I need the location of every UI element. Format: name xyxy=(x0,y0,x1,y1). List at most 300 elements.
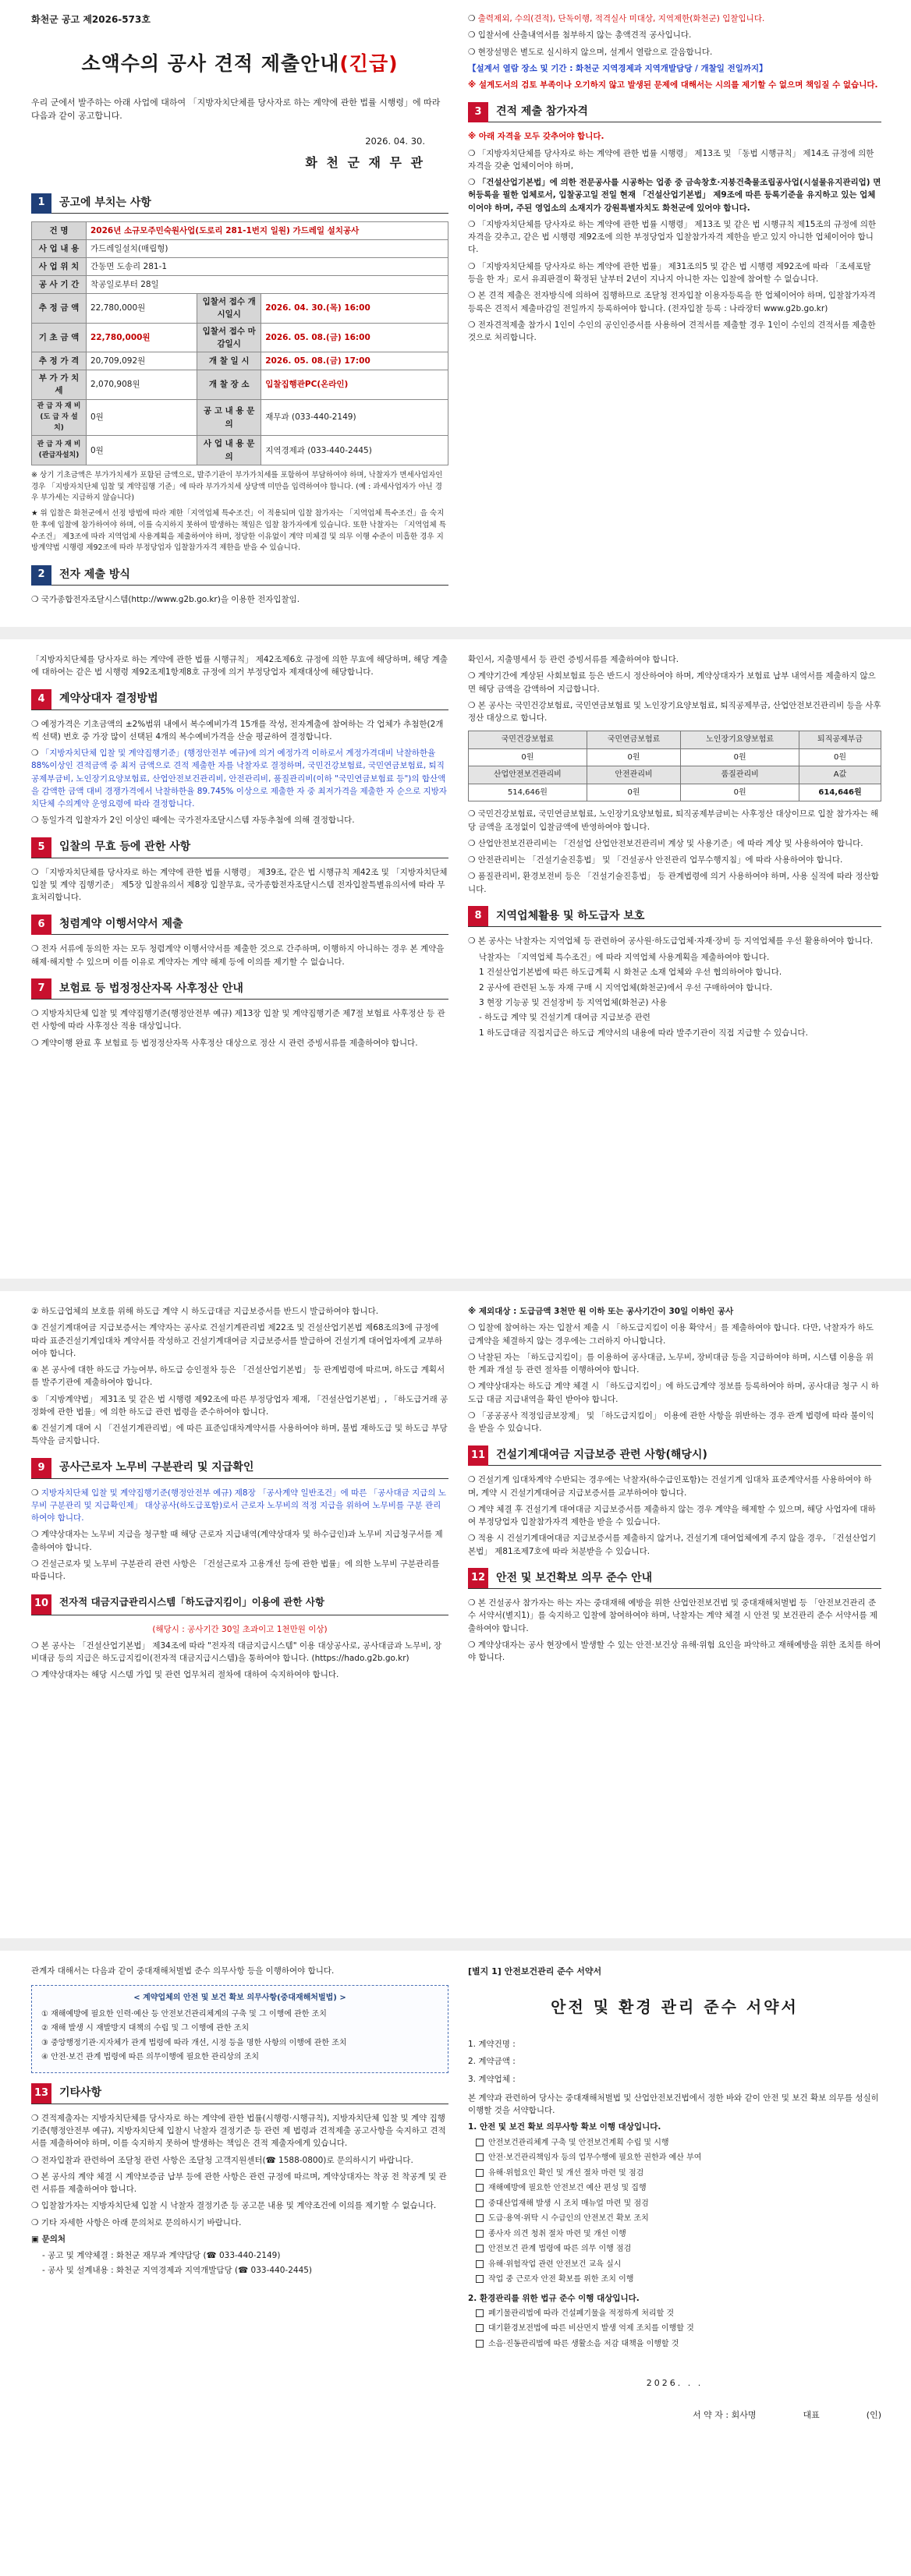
checklist-item xyxy=(476,2273,881,2286)
section-number: 9 xyxy=(31,1458,51,1478)
list-item-text: 국민건강보험료, 국민연금보험료, 노인장기요양보험료, 퇴직공제부금비는 사후정산 대상이므로 입찰 참가자는 해당 금액을 조정없이 입찰금액에 반영하여야 합니다. xyxy=(468,809,879,832)
col-header: 안전관리비 xyxy=(587,766,681,784)
contact-line: - 공사 및 설계내용 : 화천군 지역경제과 지역개발담당 (☎ 033-440-2445) xyxy=(42,2266,313,2276)
list-item-text: 산업안전보건관리비는 「건설업 산업안전보건관리비 계상 및 사용기준」에 따라 계상 및 사용하여야 합니다. xyxy=(477,838,863,848)
checkbox[interactable] xyxy=(476,2139,484,2146)
checklist-text: 종사자 의견 청취 절차 마련 및 개선 이행 xyxy=(488,2229,626,2238)
list-item xyxy=(468,653,881,666)
section-7-header xyxy=(31,979,448,1000)
list-item xyxy=(41,2022,438,2035)
signer-company: 서 약 자 : 회사명 xyxy=(693,2410,757,2421)
row-label: 추 정 가 격 xyxy=(32,352,87,370)
list-item: ❍ 계약상대자는 하도급 계약 체결 시 「하도급지킴이」에 하도급계약 정보를 등록하여야 하며, 공사대금 청구 시 하도급 대금 지급내역을 확인 받아야 합니다. xyxy=(468,1382,879,1404)
list-item xyxy=(41,2037,438,2050)
list-item: ❍ 동일가격 입찰자가 2인 이상인 때에는 국가전자조달시스템 자동추첨에 의해 결정합니다. xyxy=(31,816,355,826)
list-item-text: 건설기계 대여 시 「건설기계관리법」에 따른 표준임대차계약서를 사용하여야 하며, 불법 재하도급 및 하도급 부당 특약을 금지합니다. xyxy=(31,1424,448,1446)
list-item-text: 본 건설공사 참가자는 하는 자는 중대재해 예방을 위한 산업안전보건법 및 중대재해처벌법 등 「안전보건관리 준수 서약서(별지1)」를 숙지하고 입찰에 참여하여야 하며, 낙찰자는 계약 체결 시 안전 및 보건관리 준수 서약서를 제출하여야 합니다. xyxy=(468,1598,878,1633)
section-title: 기타사항 xyxy=(59,2086,102,2100)
section-number: 8 xyxy=(468,906,488,926)
table-cell: 0원 xyxy=(681,784,799,801)
list-item-text: 전자 서류에 동의한 자는 모두 청렴계약 이행서약서를 제출한 것으로 간주하며, 이행하지 아니하는 경우 본 계약을 해제·해지할 수 있으며 이를 이유로 계약자는 계약 해제 등에 이의를 제기할 수 없습니다. xyxy=(31,944,445,967)
row-label: 입찰서 접수 마감일시 xyxy=(197,323,261,352)
table-row xyxy=(469,748,881,766)
section-5-header xyxy=(31,838,448,858)
list-item-text: 「지방자치단체를 당사자로 하는 계약에 관한 법률 시행령」 제39조, 같은 법 시행규칙 제42조 및 「지방자치단체 입찰 및 계약 집행기준」 제5장 입찰유의서 제8장 입찰무효, 국가종합전자조달시스템 전자입찰특별유의서에 따라 무효처리합니다. xyxy=(31,867,448,903)
page-1 xyxy=(0,0,911,627)
section-title: 공사근로자 노무비 구분관리 및 지급확인 xyxy=(59,1461,254,1474)
list-item-text: 계약상대자는 해당 시스템 가입 및 관련 업무처리 절차에 대하여 숙지하여야 합니다. xyxy=(41,1670,339,1680)
table-cell: 0원 xyxy=(587,748,681,766)
checkbox[interactable] xyxy=(476,2340,484,2348)
contract-amount-field: 2. 계약금액 : xyxy=(468,2057,516,2067)
checklist-text: 폐기물관리법에 따라 건설폐기물을 적정하게 처리할 것 xyxy=(488,2309,675,2318)
row-label: 공 사 기 간 xyxy=(32,276,87,294)
list-item: ❍ 입찰서에 산출내역서를 첨부하지 않는 총액견적 공사입니다. xyxy=(468,30,692,41)
table-header-row xyxy=(469,731,881,749)
list-item: ③ 건설기계대여금 지급보증서는 계약자는 공사로 건설기계관리법 제22조 및 건설산업기본법 제68조의3에 규정에 따라 표준건설기계임대차 계약서를 작성하고 건설기계대여금 지급보증서를 발급하여 건설기계 대여업자에게 교부하여야 합니다. xyxy=(31,1323,443,1358)
section-number: 1 xyxy=(31,193,51,214)
notice-date: 2026. 04. 30. xyxy=(365,136,425,147)
list-item-text: 「지방자치단체를 당사자로 하는 계약에 관한 법률」 제31조의5 및 같은 법 시행령 제92조에 따라 「조세포탈 등을 한 자」로서 유죄판결이 확정된 날부터 2년이 지나지 아니한 자는 입찰에 참여할 수 없습니다. xyxy=(468,261,871,284)
table-cell: 0원 xyxy=(681,748,799,766)
safety-obligations-box xyxy=(31,1985,448,2073)
row-value: 2,070,908원 xyxy=(87,370,197,400)
row-label: 공 고 내 용 문 의 xyxy=(197,399,261,436)
section-number: 4 xyxy=(31,689,51,709)
section-number: 11 xyxy=(468,1445,488,1466)
checklist-text: 안전·보건관리책임자 등의 업무수행에 필요한 권한과 예산 부여 xyxy=(488,2153,702,2163)
contract-name-field: 1. 계약건명 : xyxy=(468,2040,516,2050)
title-main: 소액수의 공사 견적 제출안내 xyxy=(81,51,340,75)
list-item-text: 본 공사는 「건설산업기본법」 제34조에 따라 "전자적 대금지급시스템" 이용 대상공사로, 공사대금과 노무비, 장비대금 등의 지급은 하도급지킴이(전자적 대금지급시스템)을 통하여야 합니다. (https://hado.g2b.go.kr) xyxy=(31,1640,442,1664)
table-cell: 614,646원 xyxy=(799,784,881,801)
list-item-text: 확인서, 지출명세서 등 관련 증빙서류를 제출하여야 합니다. xyxy=(468,655,679,664)
page-3 xyxy=(0,1291,911,1938)
list-sub-item: 1 건설산업기본법에 따른 하도급계획 시 화천군 소재 업체와 우선 협의하여야 합니다. xyxy=(479,968,782,978)
checkbox[interactable] xyxy=(476,2275,484,2283)
row-value: 착공일로부터 28일 xyxy=(87,276,448,294)
page-3-left xyxy=(31,1305,448,1937)
table-row xyxy=(32,370,448,400)
applicability-note: (해당시 : 공사기간 30일 초과이고 1천만원 이상) xyxy=(152,1624,328,1634)
checkbox[interactable] xyxy=(476,2214,484,2222)
pledge-section-2: 2. 환경관리를 위한 법규 준수 이행 대상입니다. xyxy=(468,2293,640,2303)
section-title: 입찰의 무효 등에 관한 사항 xyxy=(59,840,191,854)
list-item-text: 전자견적제출 참가시 1인이 수인의 공인인증서를 사용하여 견적서를 제출할 경우 1인이 수인의 견적서를 제출한 것으로 처리합니다. xyxy=(468,320,876,343)
row-value: 22,780,000원 xyxy=(87,323,197,352)
row-label: 부 가 가 치 세 xyxy=(32,370,87,400)
list-item-text: 본 견적 제출은 전자방식에 의하여 집행하므로 조달청 전자입찰 이용자등록을 한 업체이어야 하며, 입찰참가자격 등록은 견적서 제출마감일 전일까지 등록하여야 합니다. (전자입찰 등록 : 나라장터 www.g2b.go.kr) xyxy=(468,291,876,313)
intro-line: 관계자 대해서는 다음과 같이 중대재해처벌법 준수 의무사항 등을 이행하여야 합니다. xyxy=(31,1966,335,1976)
row-label: 추 정 금 액 xyxy=(32,294,87,324)
page-4-left xyxy=(31,1965,448,2573)
checkbox[interactable] xyxy=(476,2260,484,2268)
list-item-text: 계약상대자는 공사 현장에서 발생할 수 있는 안전·보건상 유해·위험 요인을 파악하고 재해예방을 위한 조치를 하여야 합니다. xyxy=(468,1640,881,1663)
list-item-text: 「지방자치단체를 당사자로 하는 계약에 관한 법률 시행령」 제13조 및 같은 법 시행규칙 제15조의 규정에 의한 자격을 갖추고, 같은 법 시행령 제92조에 의한 부정당업자 입찰참가자격 제한을 받고 있지 아니한 업체이어야 합니다. xyxy=(468,219,877,255)
list-item-text: 본 공사는 국민건강보험료, 국민연금보험료 및 노인장기요양보험료, 퇴직공제부금, 산업안전보건관리비 등을 사후정산 대상으로 합니다. xyxy=(468,700,881,724)
table-row xyxy=(469,784,881,801)
list-item-text: 낙찰된 자는 「하도급지킴이」를 이용하여 공사대금, 노무비, 장비대금 등을 지급하여야 하며, 시스템 이용을 위한 계좌 개설 등 관련 절차를 이행하여야 합니다. xyxy=(468,1352,874,1375)
list-item xyxy=(41,2051,438,2064)
table-cell: 0원 xyxy=(469,748,587,766)
list-item-text: 계약 체결 후 건설기계 대여대금 지급보증서를 제출하지 않는 경우 계약을 해제할 수 있으며, 해당 사업자에 대하여 부정당업자 입찰참가자격 제한을 받을 수 있습니다. xyxy=(468,1504,876,1527)
col-header: 산업안전보건관리비 xyxy=(469,766,587,784)
list-item: ❍ 전자입찰과 관련하여 조달청 관련 사항은 조달청 고객지원센터(☎ 1588-0800)로 문의하시기 바랍니다. xyxy=(31,2155,413,2165)
list-item-text: 지방자치단체 입찰 및 계약집행기준(행정안전부 예규) 제13장 입찰 및 계약집행기준 제7절 보험료 사후정산 등 관련 사항에 따라 사후정산 적용 대상입니다. xyxy=(31,1008,445,1031)
section-12-header xyxy=(468,1569,881,1589)
list-item: ❍ 「건설산업기본법」에 의한 전문공사를 시공하는 업종 중 금속창호·지붕건축물조립공사업(시설물유지관리업) 면허등록을 필한 업체로서, 입찰공고일 전일 현재 「건설산업기본법」 제9조에 따른 등록기준을 유지하고 있는 업체이어야 하며, 주된 영업소의 소재지가 강원특별자치도 화천군에 있어야 합니다. xyxy=(468,178,881,213)
seal-mark: (인) xyxy=(866,2410,881,2421)
list-item: ❍ 본 건설공사 참가자는 하는 자는 중대재해 예방을 위한 산업안전보건법 및 중대재해처벌법 등 「안전보건관리 준수 서약서(별지1)」를 숙지하고 입찰에 참여하여야 하며, 낙찰자는 계약 체결 시 안전 및 보건관리 준수 서약서를 제출하여야 합니다. xyxy=(468,1598,878,1633)
section-number: 13 xyxy=(31,2083,51,2104)
col-header: 국민연금보험료 xyxy=(587,731,681,749)
list-item: ❍ 「지방자치단체를 당사자로 하는 계약에 관한 법률 시행령」 제13조 및 같은 법 시행규칙 제15조의 규정에 의한 자격을 갖추고, 같은 법 시행령 제92조에 의한 부정당업자 입찰참가자격 제한을 받고 있지 아니한 업체이어야 합니다. xyxy=(468,219,877,255)
row-value: 가드레일설치(매립형) xyxy=(87,240,448,258)
continued-text: 「지방자치단체를 당사자로 하는 계약에 관한 법률 시행규칙」 제42조제6호 규정에 의한 무효에 해당하며, 해당 계출에 대하여는 같은 법 시행령 제92조제1항제8호 규정에 의거 부정당업자 제재대상에 해당합니다. xyxy=(31,655,448,678)
overview-table xyxy=(31,221,448,465)
list-item-text: 안전관리비는 「건설기술진흥법」 및 「건설공사 안전관리 업무수행지침」에 따라 사용하여야 합니다. xyxy=(477,855,843,865)
list-item: ❍ 계약 체결 후 건설기계 대여대금 지급보증서를 제출하지 않는 경우 계약을 해제할 수 있으며, 해당 사업자에 대하여 부정당업자 입찰참가자격 제한을 받을 수 있습니다. xyxy=(468,1504,876,1527)
list-item: ❍ 산업안전보건관리비는 「건설업 산업안전보건관리비 계상 및 사용기준」에 따라 계상 및 사용하여야 합니다. xyxy=(468,838,863,848)
checklist-text: 도급·용역·위탁 시 수급인의 안전보건 확보 조치 xyxy=(488,2214,649,2224)
list-item: ❍ 「공공공사 적정임금보장제」 및 「하도급지킴이」 이용에 관한 사항을 위반하는 경우 관계 법령에 따라 불이익을 받을 수 있습니다. xyxy=(468,1410,874,1434)
list-item: ❍ 본 견적 제출은 전자방식에 의하여 집행하므로 조달청 전자입찰 이용자등록을 한 업체이어야 하며, 입찰참가자격 등록은 견적서 제출마감일 전일까지 등록하여야 합니다. (전자입찰 등록 : 나라장터 www.g2b.go.kr) xyxy=(468,291,876,313)
row-label: 관 급 자 재 비(도 급 자 설 치) xyxy=(32,399,87,436)
row-label: 사 업 내 용 문 의 xyxy=(197,436,261,465)
list-item-text: 기타 자세한 사항은 아래 문의처로 문의하시기 바랍니다. xyxy=(41,2217,242,2227)
row-value: 20,709,092원 xyxy=(87,352,197,370)
project-name: 2026년 소규모주민숙원사업(도로리 281-1번지 일원) 가드레일 설치공사 xyxy=(87,222,448,240)
section-title: 전자 제출 방식 xyxy=(59,568,130,581)
list-item-text: 예정가격은 기초금액의 ±2%범위 내에서 복수예비가격 15개를 작성, 전자계출에 참여하는 각 업체가 추첨한(2개씩 선택) 번호 중 가장 많이 선택된 4개의 복수예비가격을 산술 평균하여 결정합니다. xyxy=(31,719,444,741)
list-item-text: 적용 시 건설기계대여대금 지급보증서를 제출하지 않거나, 건설기계 대여업체에게 주지 않을 경우, 「건설산업기본법」 제81조제7호에 따라 처분받을 수 있습니다. xyxy=(468,1534,877,1556)
list-item: ❍ 본 공사의 계약 체결 시 계약보증금 납부 등에 관한 사항은 관련 규정에 따르며, 계약상대자는 착공 전 착공계 및 관련 서류를 제출하여야 합니다. xyxy=(31,2171,447,2195)
pledge-date: 2026. . . xyxy=(646,2378,704,2389)
list-item-text: ② 재해 발생 시 재발방지 대책의 수립 및 그 이행에 관한 조치 xyxy=(41,2024,250,2033)
page-divider xyxy=(0,627,911,639)
page-1-left xyxy=(31,12,448,624)
bid-method-text: ❍ 국가종합전자조달시스템(http://www.g2b.go.kr)을 이용한 전자입찰임. xyxy=(31,595,300,605)
row-value: 2026. 04. 30.(목) 16:00 xyxy=(261,294,448,324)
page-2 xyxy=(0,639,911,1279)
checklist-item xyxy=(476,2308,881,2320)
local-firm-note: ★ 위 입찰은 화천군에서 선정 방법에 따라 제한「지역업체 특수조건」이 적용되며 입찰 참가자는 「지역업체 특수조건」을 숙지한 후에 입찰에 참가하여야 하며, 이를 숙지하지 못하여 발생하는 책임은 입찰 참가자에게 있습니다. 또한 낙찰자는 「지역업체 특수조건」 제3조에 따라 지역업체 사용계획을 제출하여야 하며, 정당한 이유없이 계약 미체결 및 의무 이행 수준이 미흡한 경우 지방계약법 시행령 제92조에 따라 부정당업자 입찰참가자격 제한을 받을 수 있습니다. xyxy=(31,509,446,553)
row-label: 입찰서 접수 개시일시 xyxy=(197,294,261,324)
contact-line: - 공고 및 계약체결 : 화천군 재무과 계약담당 (☎ 033-440-2149) xyxy=(42,2251,281,2261)
doc-header: 화천군 공고 제2026-573호 xyxy=(31,14,151,25)
list-item: ❍ 건설기계 임대차계약 수반되는 경우에는 낙찰자(하수급인포함)는 건설기계 임대차 표준계약서를 사용하여야 하며, 계약 시 건설기계대여금 지급보증서를 교부하여야 합니다. xyxy=(468,1475,872,1498)
section-11-header xyxy=(468,1445,881,1466)
list-item-text: 「지방계약법」 제31조 및 같은 법 시행령 제92조에 따른 부정당업자 제재, 「건설산업기본법」, 「하도급거래 공정화에 관한 법률」에 의한 하도급 관련 법령을 준수하여야 합니다. xyxy=(31,1394,448,1417)
section-title: 공고에 부치는 사항 xyxy=(59,196,151,209)
list-item: ❍ 전자견적제출 참가시 1인이 수인의 공인인증서를 사용하여 견적서를 제출할 경우 1인이 수인의 견적서를 제출한 것으로 처리합니다. xyxy=(468,320,876,343)
table-row xyxy=(32,276,448,294)
checklist-item xyxy=(476,2137,881,2150)
col-header: 품질관리비 xyxy=(681,766,799,784)
table-row xyxy=(32,258,448,276)
list-item-text: 입찰서에 산출내역서를 첨부하지 않는 총액견적 공사입니다. xyxy=(477,30,692,41)
list-item-text: 입찰참가자는 지방자치단체 입찰 시 낙찰자 결정기준 등 공고문 내용 및 계약조건에 이의를 제기할 수 없습니다. xyxy=(41,2201,437,2211)
section-title: 보험료 등 법정정산자목 사후정산 안내 xyxy=(59,982,243,995)
list-item: ❍ 지방자치단체 입찰 및 계약집행기준(행정안전부 예규) 제13장 입찰 및 계약집행기준 제7절 보험료 사후정산 등 관련 사항에 따라 사후정산 적용 대상입니다. xyxy=(31,1008,445,1031)
row-label: 관 급 자 재 비(관급자설치) xyxy=(32,436,87,465)
col-header: A값 xyxy=(799,766,881,784)
checklist-text: 유해·위험작업 관련 안전보건 교육 실시 xyxy=(488,2259,622,2269)
section-title: 청렴계약 이행서약서 제출 xyxy=(59,918,183,931)
table-header-row xyxy=(469,766,881,784)
section-title: 전자적 대금지급관리시스템「하도급지킴이」이용에 관한 사항 xyxy=(59,1595,324,1608)
checklist-item xyxy=(476,2228,881,2241)
list-item: ❍ 입찰에 참여하는 자는 입찰서 제출 시 「하도급지킴이 이용 확약서」를 제출하여야 합니다. 다만, 낙찰자가 하도급계약을 체결하지 않는 경우에는 그러하지 아니합니다. xyxy=(468,1323,874,1346)
row-label: 개 찰 장 소 xyxy=(197,370,261,400)
section-title: 견적 제출 참가자격 xyxy=(496,104,588,118)
list-item: ❍ 본 공사는 「건설산업기본법」 제34조에 따라 "전자적 대금지급시스템" 이용 대상공사로, 공사대금과 노무비, 장비대금 등의 지급은 하도급지킴이(전자적 대금지급시스템)을 통하여야 합니다. (https://hado.g2b.go.kr) xyxy=(31,1640,442,1664)
intro-text: 우리 군에서 발주하는 아래 사업에 대하여 「지방자치단체를 당사자로 하는 계약에 관한 법률 시행령」에 따라 다음과 같이 공고합니다. xyxy=(31,97,441,122)
list-sub-item: 낙찰자는 「지역업체 특수조건」에 따라 지역업체 사용계획을 제출하여야 합니다. xyxy=(479,953,770,963)
section-title: 안전 및 보건확보 의무 준수 안내 xyxy=(496,1571,653,1584)
col-header: 노인장기요양보험료 xyxy=(681,731,799,749)
table-row xyxy=(32,222,448,240)
bid-type: 출력제외, 수의(견적), 단독이행, 적격실사 미대상, 지역제한(화천군) 입찰입니다. xyxy=(477,14,765,23)
section-8-header xyxy=(468,907,881,927)
checkbox[interactable] xyxy=(476,2199,484,2207)
checklist-text: 재해예방에 필요한 안전보건 예산 편성 및 집행 xyxy=(488,2184,647,2193)
list-item-text: 「지방자치단체를 당사자로 하는 계약에 관한 법률 시행령」 제13조 및 「동법 시행규칙」 제14조 규정에 의한 자격을 갖춘 업체이어야 하며, xyxy=(468,148,874,171)
list-item xyxy=(41,2008,438,2021)
table-cell: 0원 xyxy=(799,748,881,766)
checklist-item xyxy=(476,2323,881,2335)
row-value: 입찰집행관PC(온라인) xyxy=(261,370,448,400)
list-item: ❍ 품질관리비, 환경보전비 등은 「건설기술진흥법」 등 관계법령에 의거 사용하여야 하며, 사용 실적에 따라 정산합니다. xyxy=(468,872,879,894)
section-title: 계약상대자 결정방법 xyxy=(59,692,158,706)
award-criteria: 「지방자치단체 입찰 및 계약집행기준」(행정안전부 예규)에 의거 예정가격 이하로서 계정가격대비 낙찰하한율 88%이상인 견적금액 중 최저 금액으로 견적 제출한 자를 낙찰자로 결정하며, 국민건강보험료, 국민연금보험료, 퇴직공제부금비, 노인장기요양보험료, 산업안전보건관리비, 안전관리비, 품질관리비(이하 "국민연금보험료 등")의 합산액을 감액한 금액 대비 경쟁가격에서 낙찰하한율 89.745% 이상으로 제출한 자 중 최저가격을 제출한 자 순으로 지방자치단체 수의계약 운영요령에 따라 결정합니다. xyxy=(31,748,447,809)
list-item: ② 하도급업체의 보호를 위해 하도급 계약 시 하도급대금 지급보증서를 반드시 발급하여야 합니다. xyxy=(31,1307,379,1316)
list-item: ❍ 기타 자세한 사항은 아래 문의처로 문의하시기 바랍니다. xyxy=(31,2217,242,2227)
list-item-text: 본 공사의 계약 체결 시 계약보증금 납부 등에 관한 사항은 관련 규정에 따르며, 계약상대자는 착공 전 착공계 및 관련 서류를 제출하여야 합니다. xyxy=(31,2171,447,2195)
col-header: 국민건강보험료 xyxy=(469,731,587,749)
pledge-section-1: 1. 안전 및 보건 확보 의무사항 확보 이행 대상입니다. xyxy=(468,2122,661,2132)
page-2-left xyxy=(31,653,448,1277)
checkbox[interactable] xyxy=(476,2153,484,2161)
list-sub-item: 2 공사에 관련된 노동 자재 구매 시 지역업체(화천군)에서 우선 구매하여야 합니다. xyxy=(479,982,773,993)
section-number: 2 xyxy=(31,565,51,586)
checkbox[interactable] xyxy=(476,2230,484,2238)
row-label: 건 명 xyxy=(32,222,87,240)
list-item: ❍ 계약기간에 계상된 사회보험료 등은 반드시 정산하여야 하며, 계약상대자가 보험료 납부 내역서를 제출하지 않으면 해당 금액을 감액하여 지급합니다. xyxy=(468,671,876,694)
doc-title xyxy=(31,49,448,80)
list-item: ❍ 입찰참가자는 지방자치단체 입찰 시 낙찰자 결정기준 등 공고문 내용 및 계약조건에 이의를 제기할 수 없습니다. xyxy=(31,2201,437,2211)
list-item: ❍ 견적제출자는 지방자치단체를 당사자로 하는 계약에 관한 법률(시행령·시행규칙), 지방자치단체 입찰 및 계약 집행기준(행정안전부 예규), 지방자치단체 입찰시 낙찰자 결정기준 등 관련 제 법령과 견적제출 공고사항을 숙지하고 견적서를 제출하여야 하며, 이를 숙지하지 못하여 발생하는 책임은 견적 제출자에게 있습니다. xyxy=(31,2113,446,2149)
title-urgent: (긴급) xyxy=(339,51,399,75)
contractor-field: 3. 계약업체 : xyxy=(468,2074,516,2084)
checklist-item xyxy=(476,2152,881,2164)
table-row xyxy=(32,436,448,465)
page-4-right xyxy=(468,1965,881,2573)
list-sub-item: - 하도급 계약 및 건설기계 대여금 지급보증 관련 xyxy=(479,1013,650,1023)
list-item-text: ④ 안전·보건 관계 법령에 따른 의무이행에 필요한 관리상의 조치 xyxy=(41,2053,260,2062)
row-label: 기 초 금 액 xyxy=(32,323,87,352)
list-item-text: 견적제출자는 지방자치단체를 당사자로 하는 계약에 관한 법률(시행령·시행규칙), 지방자치단체 입찰 및 계약 집행기준(행정안전부 예규), 지방자치단체 입찰시 낙찰자 결정기준 등 관련 제 법령과 견적제출 공고사항을 숙지하고 견적서를 제출하여야 하며, 이를 숙지하지 못하여 발생하는 책임은 견적 제출자에게 있습니다. xyxy=(31,2113,446,2149)
list-item: ❍ 「지방자치단체를 당사자로 하는 계약에 관한 법률 시행령」 제39조, 같은 법 시행규칙 제42조 및 「지방자치단체 입찰 및 계약 집행기준」 제5장 입찰유의서 제8장 입찰무효, 국가종합전자조달시스템 전자입찰특별유의서에 따라 무효처리합니다. xyxy=(31,867,448,903)
section-6-header xyxy=(31,915,448,935)
vat-note: ※ 상기 기초금액은 부가가치세가 포함된 금액으로, 발주기관이 부가가치세를 포함하여 부담하여야 하며, 낙찰자가 면세사업자인 경우 「지방자치단체 입찰 및 계약집행 기준」에 따라 부가가치세 상당액 미만을 입력하여야 합니다. (예 : 과세사업자가 아닌 경우 부가세는 지급하지 않습니다) xyxy=(31,470,443,503)
issuer-org: 화 천 군 재 무 관 xyxy=(305,155,425,171)
row-value: 간동면 도송리 281-1 xyxy=(87,258,448,276)
checklist-item xyxy=(476,2167,881,2180)
section-number: 6 xyxy=(31,915,51,935)
row-value: 지역경제과 (033-440-2445) xyxy=(261,436,448,465)
checklist-text: 소음·진동관리법에 따른 생활소음 저감 대책을 이행할 것 xyxy=(488,2339,679,2348)
bid-method-value: 국가종합전자조달시스템(http://www.g2b.go.kr)을 이용한 전자입찰임. xyxy=(41,595,300,605)
row-value: 22,780,000원 xyxy=(87,294,197,324)
list-item-text: 계약기간에 계상된 사회보험료 등은 반드시 정산하여야 하며, 계약상대자가 보험료 납부 내역서를 제출하지 않으면 해당 금액을 감액하여 지급합니다. xyxy=(468,671,876,694)
qualification-warning: ※ 아래 자격을 모두 갖추어야 합니다. xyxy=(468,132,604,142)
list-item-text: 「공공공사 적정임금보장제」 및 「하도급지킴이」 이용에 관한 사항을 위반하는 경우 관계 법령에 따라 불이익을 받을 수 있습니다. xyxy=(468,1410,874,1434)
list-item: ❍ 출력제외, 수의(견적), 단독이행, 적격실사 미대상, 지역제한(화천군) 입찰입니다. xyxy=(468,14,765,23)
list-item-text: 동일가격 입찰자가 2인 이상인 때에는 국가전자조달시스템 자동추첨에 의해 결정합니다. xyxy=(41,816,355,826)
list-sub-item: 3 현장 기능공 및 건설장비 등 지역업체(화천군) 사용 xyxy=(479,997,668,1007)
row-value: 2026. 05. 08.(금) 16:00 xyxy=(261,323,448,352)
table-row xyxy=(32,399,448,436)
table-row xyxy=(32,323,448,352)
page-divider xyxy=(0,1279,911,1291)
signature-line xyxy=(468,2408,881,2422)
list-item-text: 품질관리비, 환경보전비 등은 「건설기술진흥법」 등 관계법령에 의거 사용하여야 하며, 사용 실적에 따라 정산합니다. xyxy=(468,872,879,894)
list-item: ❍ 「지방자치단체를 당사자로 하는 계약에 관한 법률 시행령」 제13조 및 「동법 시행규칙」 제14조 규정에 의한 자격을 갖춘 업체이어야 하며, xyxy=(468,148,874,171)
list-item: ④ 본 공사에 대한 하도급 가능여부, 하도급 승인절차 등은 「건설산업기본법」 등 관계법령에 따르며, 하도급 계획서를 발주기관에 제출하여야 합니다. xyxy=(31,1365,445,1388)
list-item-text: 계약상대자는 노무비 지급을 청구할 때 해당 근로자 지급내역(계약상대자 및 하수급인)과 노무비 지급청구서를 제출하여야 합니다. xyxy=(31,1530,443,1552)
row-label: 사 업 내 용 xyxy=(32,240,87,258)
list-item: ❍ 본 공사는 낙찰자는 지역업체 등 관련하여 공사원·하도급업체·자재·장비 등 지역업체를 우선 활용하여야 합니다. xyxy=(468,936,874,946)
list-item-text: ③ 중앙행정기관·지자체가 관계 법령에 따라 개선, 시정 등을 명한 사항의 이행에 관한 조치 xyxy=(41,2038,347,2047)
list-item: ❍ 계약상대자는 공사 현장에서 발생할 수 있는 안전·보건상 유해·위험 요인을 파악하고 재해예방을 위한 조치를 하여야 합니다. xyxy=(468,1640,881,1663)
section-2-header xyxy=(31,565,448,586)
checklist-item xyxy=(476,2198,881,2210)
section-1-header xyxy=(31,193,448,214)
list-item: ❍ 계약이행 완료 후 보험료 등 법정정산자목 사후정산 대상으로 정산 시 관련 증빙서류를 제출하여야 합니다. xyxy=(31,1038,418,1048)
section-4-header xyxy=(31,690,448,710)
list-item: ❍ 전자 서류에 동의한 자는 모두 청렴계약 이행서약서를 제출한 것으로 간주하며, 이행하지 아니하는 경우 본 계약을 해제·해지할 수 있으며 이를 이유로 계약자는 계약 해제 등에 이의를 제기할 수 없습니다. xyxy=(31,944,445,967)
list-item: ⑥ 건설기계 대여 시 「건설기계관리법」에 따른 표준임대차계약서를 사용하여야 하며, 불법 재하도급 및 하도급 부당 특약을 금지합니다. xyxy=(31,1424,448,1446)
row-value: 0원 xyxy=(87,436,197,465)
inspection-place: 【설계서 열람 장소 및 기간 : 화천군 지역경제과 지역개발담당 / 개찰일 전일까지】 xyxy=(468,63,767,73)
checkbox[interactable] xyxy=(476,2184,484,2192)
checklist-text: 안전보건관리체계 구축 및 안전보건계획 수립 및 시행 xyxy=(488,2138,669,2147)
checklist-item xyxy=(476,2259,881,2271)
section-10-header xyxy=(31,1594,448,1615)
checklist-text: 대기환경보전법에 따른 비산먼지 발생 억제 조치를 이행할 것 xyxy=(488,2324,694,2334)
list-item: ❍ 낙찰된 자는 「하도급지킴이」를 이용하여 공사대금, 노무비, 장비대금 등을 지급하여야 하며, 시스템 이용을 위한 계좌 개설 등 관련 절차를 이행하여야 합니다. xyxy=(468,1352,874,1375)
exemption-note: ※ 제외대상 : 도급금액 3천만 원 이하 또는 공사기간이 30일 이하인 공사 xyxy=(468,1307,734,1316)
list-item-text: 건설기계 임대차계약 수반되는 경우에는 낙찰자(하수급인포함)는 건설기계 임대차 표준계약서를 사용하여야 하며, 계약 시 건설기계대여금 지급보증서를 교부하여야 합니다. xyxy=(468,1475,872,1498)
page-2-right xyxy=(468,653,881,1277)
list-item: ❍ 현장설명은 별도로 실시하지 않으며, 설계서 열람으로 갈음합니다. xyxy=(468,47,713,57)
section-title: 건설기계대여금 지급보증 관련 사항(해당시) xyxy=(496,1449,707,1462)
row-label: 사 업 위 치 xyxy=(32,258,87,276)
design-review-warning: ※ 설계도서의 검토 부족이나 오기하지 않고 발생된 문제에 대해서는 시의를 제기할 수 없으며 책임질 수 없습니다. xyxy=(468,80,878,90)
labor-cost-rule: 지방자치단체 입찰 및 계약집행기준(행정안전부 예규) 제8장 「공사계약 일반조건」에 따른 「공사대금 지급의 노무비 구분관리 및 지급확인제」 대상공사(하도급포함)로서 근로자 노무비의 적정 지급을 위하여 노무비를 구분 관리하여야 합니다. xyxy=(31,1488,447,1523)
list-item-text: 본 공사는 낙찰자는 지역업체 등 관련하여 공사원·하도급업체·자재·장비 등 지역업체를 우선 활용하여야 합니다. xyxy=(477,936,874,946)
contacts-title: ▣ 문의처 xyxy=(31,2234,66,2244)
list-item: ❍ 계약상대자는 해당 시스템 가입 및 관련 업무처리 절차에 대하여 숙지하여야 합니다. xyxy=(31,1670,339,1680)
list-item-text: 전자입찰과 관련하여 조달청 관련 사항은 조달청 고객지원센터(☎ 1588-0800)로 문의하시기 바랍니다. xyxy=(41,2155,413,2165)
page-1-right xyxy=(468,12,881,624)
section-13-header xyxy=(31,2084,448,2104)
list-item-text: ① 재해예방에 필요한 인력·예산 등 안전보건관리체계의 구축 및 그 이행에 관한 조치 xyxy=(41,2009,327,2019)
checkbox[interactable] xyxy=(476,2245,484,2252)
list-item-text: 건설기계대여금 지급보증서는 계약자는 공사로 건설기계관리법 제22조 및 건설산업기본법 제68조의3에 규정에 따라 표준건설기계임대차 계약서를 작성하고 건설기계대여금 지급보증서를 발급하여 건설기계 대여업자에게 교부하여야 합니다. xyxy=(31,1323,443,1358)
page-3-right xyxy=(468,1305,881,1937)
list-sub-item: 1 하도급대금 직접지급은 하도급 계약서의 내용에 따라 발주기관이 직접 지급할 수 있습니다. xyxy=(479,1028,809,1038)
table-cell: 514,646원 xyxy=(469,784,587,801)
list-item-text: 계약상대자는 하도급 계약 체결 시 「하도급지킴이」에 하도급계약 정보를 등록하여야 하며, 공사대금 청구 시 하도급 대금 지급내역을 확인 받아야 합니다. xyxy=(468,1382,879,1404)
pledge-title: 안전 및 환경 관리 준수 서약서 xyxy=(551,1997,799,2017)
checklist-text: 작업 중 근로자 안전 확보를 위한 조치 이행 xyxy=(488,2275,634,2284)
page-4 xyxy=(0,1951,911,2576)
page-divider xyxy=(0,1938,911,1951)
checklist-text: 안전보건 관계 법령에 따른 의무 이행 점검 xyxy=(488,2245,632,2254)
list-item: ❍ 계약상대자는 노무비 지급을 청구할 때 해당 근로자 지급내역(계약상대자 및 하수급인)과 노무비 지급청구서를 제출하여야 합니다. xyxy=(31,1530,443,1552)
list-item: ❍ 국민건강보험료, 국민연금보험료, 노인장기요양보험료, 퇴직공제부금비는 사후정산 대상이므로 입찰 참가자는 해당 금액을 조정없이 입찰금액에 반영하여야 합니다. xyxy=(468,809,879,832)
section-number: 12 xyxy=(468,1568,488,1588)
row-value: 2026. 05. 08.(금) 17:00 xyxy=(261,352,448,370)
list-item: ❍ 본 공사는 국민건강보험료, 국민연금보험료 및 노인장기요양보험료, 퇴직공제부금, 산업안전보건관리비 등을 사후정산 대상으로 합니다. xyxy=(468,700,881,724)
list-item: ❍ 「지방자치단체 입찰 및 계약집행기준」(행정안전부 예규)에 의거 예정가격 이하로서 계정가격대비 낙찰하한율 88%이상인 견적금액 중 최저 금액으로 견적 제출한 자를 낙찰자로 결정하며, 국민건강보험료, 국민연금보험료, 퇴직공제부금비, 노인장기요양보험료, 산업안전보건관리비, 안전관리비, 품질관리비(이하 "국민연금보험료 등")의 합산액을 감액한 금액 대비 경쟁가격에서 낙찰하한율 89.745% 이상으로 제출한 자 중 최저가격을 제출한 자 순으로 지방자치단체 수의계약 운영요령에 따라 결정합니다. xyxy=(31,748,447,809)
box-title: < 계약업체의 안전 및 보건 확보 의무사항(중대재해처벌법) > xyxy=(133,1994,346,2003)
section-3-header xyxy=(468,102,881,122)
checkbox[interactable] xyxy=(476,2324,484,2332)
list-item-text: 입찰에 참여하는 자는 입찰서 제출 시 「하도급지킴이 이용 확약서」를 제출하여야 합니다. 다만, 낙찰자가 하도급계약을 체결하지 않는 경우에는 그러하지 아니합니다. xyxy=(468,1323,874,1346)
attachment-label: [별지 1] 안전보건관리 준수 서약서 xyxy=(468,1966,602,1976)
checklist-text: 유해·위험요인 확인 및 개선 절차 마련 및 점검 xyxy=(488,2168,644,2178)
row-label: 개 찰 일 시 xyxy=(197,352,261,370)
section-number: 3 xyxy=(468,102,488,122)
section-number: 5 xyxy=(31,837,51,858)
section-number: 10 xyxy=(31,1594,51,1615)
checkbox[interactable] xyxy=(476,2169,484,2177)
table-row xyxy=(32,240,448,258)
list-item: ❍ 적용 시 건설기계대여대금 지급보증서를 제출하지 않거나, 건설기계 대여업체에게 주지 않을 경우, 「건설산업기본법」 제81조제7호에 따라 처분받을 수 있습니다. xyxy=(468,1534,877,1556)
list-item: ⑤ 「지방계약법」 제31조 및 같은 법 시행령 제92조에 따른 부정당업자 제재, 「건설산업기본법」, 「하도급거래 공정화에 관한 법률」에 의한 하도급 관련 법령을 준수하여야 합니다. xyxy=(31,1394,448,1417)
section-9-header xyxy=(31,1459,448,1479)
table-row xyxy=(32,294,448,324)
checklist-item xyxy=(476,2243,881,2256)
list-item-text: 건설근로자 및 노무비 구분관리 관련 사항은 「건설근로자 고용개선 등에 관한 법률」에 의한 노무비 구분관리를 따릅니다. xyxy=(31,1559,440,1582)
section-title: 지역업체활용 및 하도급자 보호 xyxy=(496,909,645,922)
list-item: ❍ 건설근로자 및 노무비 구분관리 관련 사항은 「건설근로자 고용개선 등에 관한 법률」에 의한 노무비 구분관리를 따릅니다. xyxy=(31,1559,440,1582)
list-item-text: 본 공사에 대한 하도급 가능여부, 하도급 승인절차 등은 「건설산업기본법」 등 관계법령에 따르며, 하도급 계획서를 발주기관에 제출하여야 합니다. xyxy=(31,1365,445,1388)
row-value: 0원 xyxy=(87,399,197,436)
fee-table xyxy=(468,731,881,801)
checklist-item xyxy=(476,2213,881,2225)
list-item-text: 하도급업체의 보호를 위해 하도급 계약 시 하도급대금 지급보증서를 반드시 발급하여야 합니다. xyxy=(41,1307,379,1316)
checklist-item xyxy=(476,2338,881,2351)
list-item-text: 계약이행 완료 후 보험료 등 법정정산자목 사후정산 대상으로 정산 시 관련 증빙서류를 제출하여야 합니다. xyxy=(41,1038,418,1048)
table-row xyxy=(32,352,448,370)
list-item: ❍ 안전관리비는 「건설기술진흥법」 및 「건설공사 안전관리 업무수행지침」에 따라 사용하여야 합니다. xyxy=(468,855,843,865)
list-item: ❍ 예정가격은 기초금액의 ±2%범위 내에서 복수예비가격 15개를 작성, 전자계출에 참여하는 각 업체가 추첨한(2개씩 선택) 번호 중 가장 많이 선택된 4개의 복수예비가격을 산술 평균하여 결정합니다. xyxy=(31,719,444,741)
col-header: 퇴직공제부금 xyxy=(799,731,881,749)
list-item: ❍ 지방자치단체 입찰 및 계약집행기준(행정안전부 예규) 제8장 「공사계약 일반조건」에 따른 「공사대금 지급의 노무비 구분관리 및 지급확인제」 대상공사(하도급포함)로서 근로자 노무비의 적정 지급을 위하여 노무비를 구분 관리하여야 합니다. xyxy=(31,1488,447,1523)
section-number: 7 xyxy=(31,978,51,999)
signer-rep: 대표 xyxy=(803,2410,820,2421)
table-cell: 0원 xyxy=(587,784,681,801)
list-item: ❍ 「지방자치단체를 당사자로 하는 계약에 관한 법률」 제31조의5 및 같은 법 시행령 제92조에 따라 「조세포탈 등을 한 자」로서 유죄판결이 확정된 날부터 2년이 지나지 아니한 자는 입찰에 참여할 수 없습니다. xyxy=(468,261,871,284)
list-item-text: 현장설명은 별도로 실시하지 않으며, 설계서 열람으로 갈음합니다. xyxy=(477,47,713,57)
pledge-body: 본 계약과 관련하여 당사는 중대재해처벌법 및 산업안전보건법에서 정한 바와 같이 안전 및 보건 확보 의무를 성실히 이행할 것을 서약합니다. xyxy=(468,2093,879,2116)
checklist-item xyxy=(476,2182,881,2195)
checkbox[interactable] xyxy=(476,2309,484,2317)
